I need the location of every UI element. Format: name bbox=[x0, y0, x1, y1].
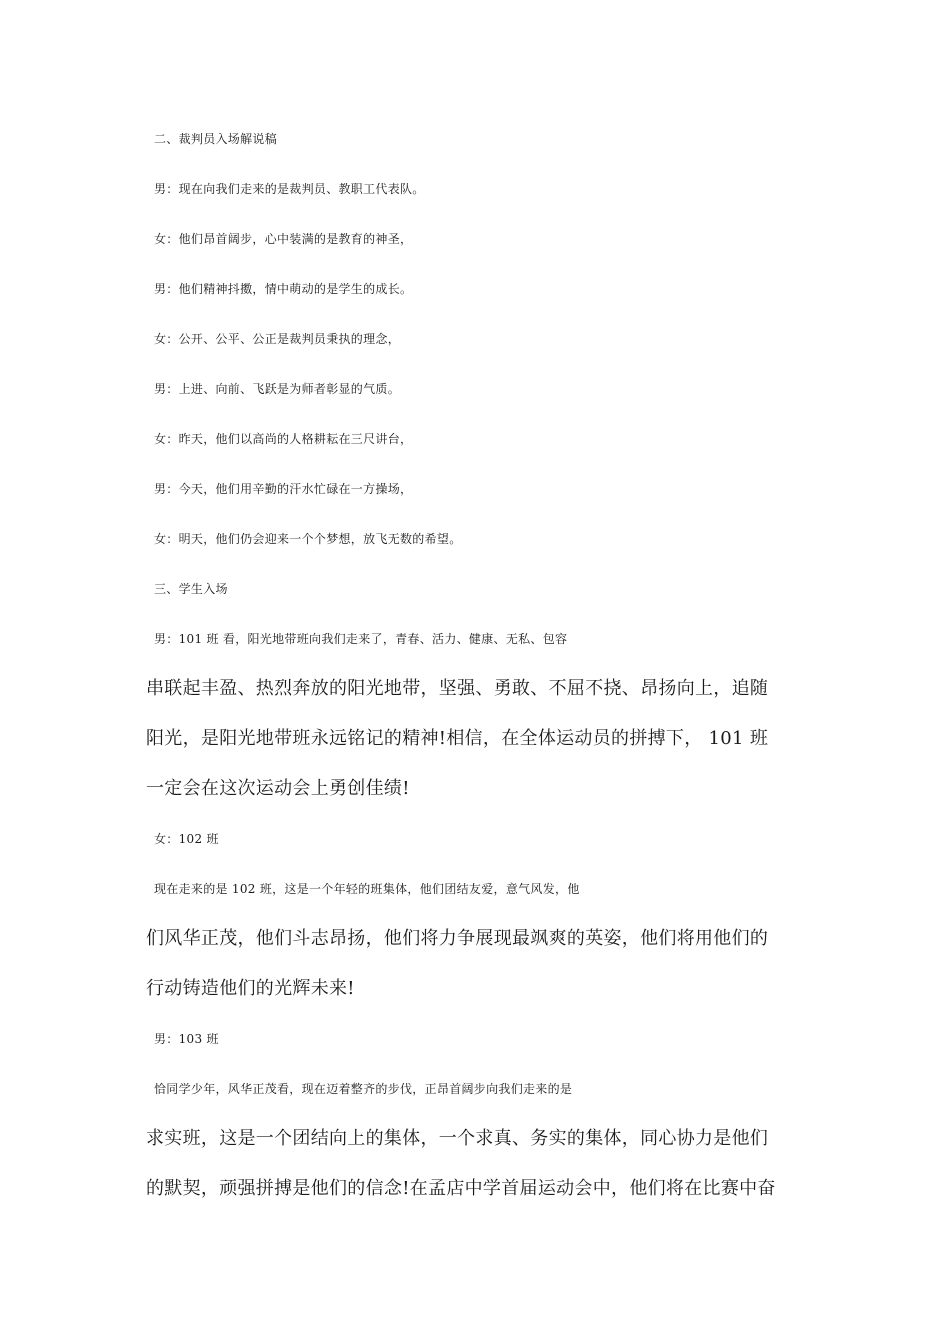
section-heading-referees: 二、裁判员入场解说稿 bbox=[154, 132, 278, 146]
paragraph-line: 一定会在这次运动会上勇创佳绩! bbox=[146, 778, 410, 799]
paragraph-line: 男：现在向我们走来的是裁判员、教职工代表队。 bbox=[154, 182, 425, 196]
paragraph-line: 的默契，顽强拼搏是他们的信念!在孟店中学首届运动会中，他们将在比赛中奋 bbox=[146, 1178, 776, 1199]
paragraph-line: 男：上进、向前、飞跃是为师者彰显的气质。 bbox=[154, 382, 401, 396]
paragraph-line: 男：他们精神抖擞，情中萌动的是学生的成长。 bbox=[154, 282, 413, 296]
paragraph-line: 行动铸造他们的光辉未来! bbox=[146, 978, 355, 999]
class-label: 男：103 班 bbox=[154, 1032, 219, 1046]
paragraph-line: 们风华正茂，他们斗志昂扬，他们将力争展现最飒爽的英姿，他们将用他们的 bbox=[146, 928, 769, 949]
paragraph-line: 求实班，这是一个团结向上的集体，一个求真、务实的集体，同心协力是他们 bbox=[146, 1128, 769, 1149]
paragraph-line: 女：昨天，他们以高尚的人格耕耘在三尺讲台， bbox=[154, 432, 413, 446]
paragraph-line: 女：他们昂首阔步，心中装满的是教育的神圣， bbox=[154, 232, 413, 246]
section-heading-students: 三、学生入场 bbox=[154, 582, 228, 596]
paragraph-line: 女：公开、公平、公正是裁判员秉执的理念， bbox=[154, 332, 401, 346]
paragraph-line: 串联起丰盈、热烈奔放的阳光地带，坚强、勇敢、不屈不挠、昂扬向上，追随 bbox=[146, 678, 769, 699]
paragraph-line: 现在走来的是 102 班，这是一个年轻的班集体，他们团结友爱，意气风发，他 bbox=[154, 882, 580, 896]
paragraph-line: 恰同学少年，风华正茂看，现在迈着整齐的步伐，正昂首阔步向我们走来的是 bbox=[154, 1082, 573, 1096]
class-label: 女：102 班 bbox=[154, 832, 219, 846]
paragraph-line: 男：101 班 看，阳光地带班向我们走来了，青春、活力、健康、无私、包容 bbox=[154, 632, 568, 646]
paragraph-line: 阳光，是阳光地带班永远铭记的精神!相信，在全体运动员的拼搏下， 101 班 bbox=[146, 728, 769, 749]
paragraph-line: 男：今天，他们用辛勤的汗水忙碌在一方操场， bbox=[154, 482, 413, 496]
paragraph-line: 女：明天，他们仍会迎来一个个梦想，放飞无数的希望。 bbox=[154, 532, 462, 546]
